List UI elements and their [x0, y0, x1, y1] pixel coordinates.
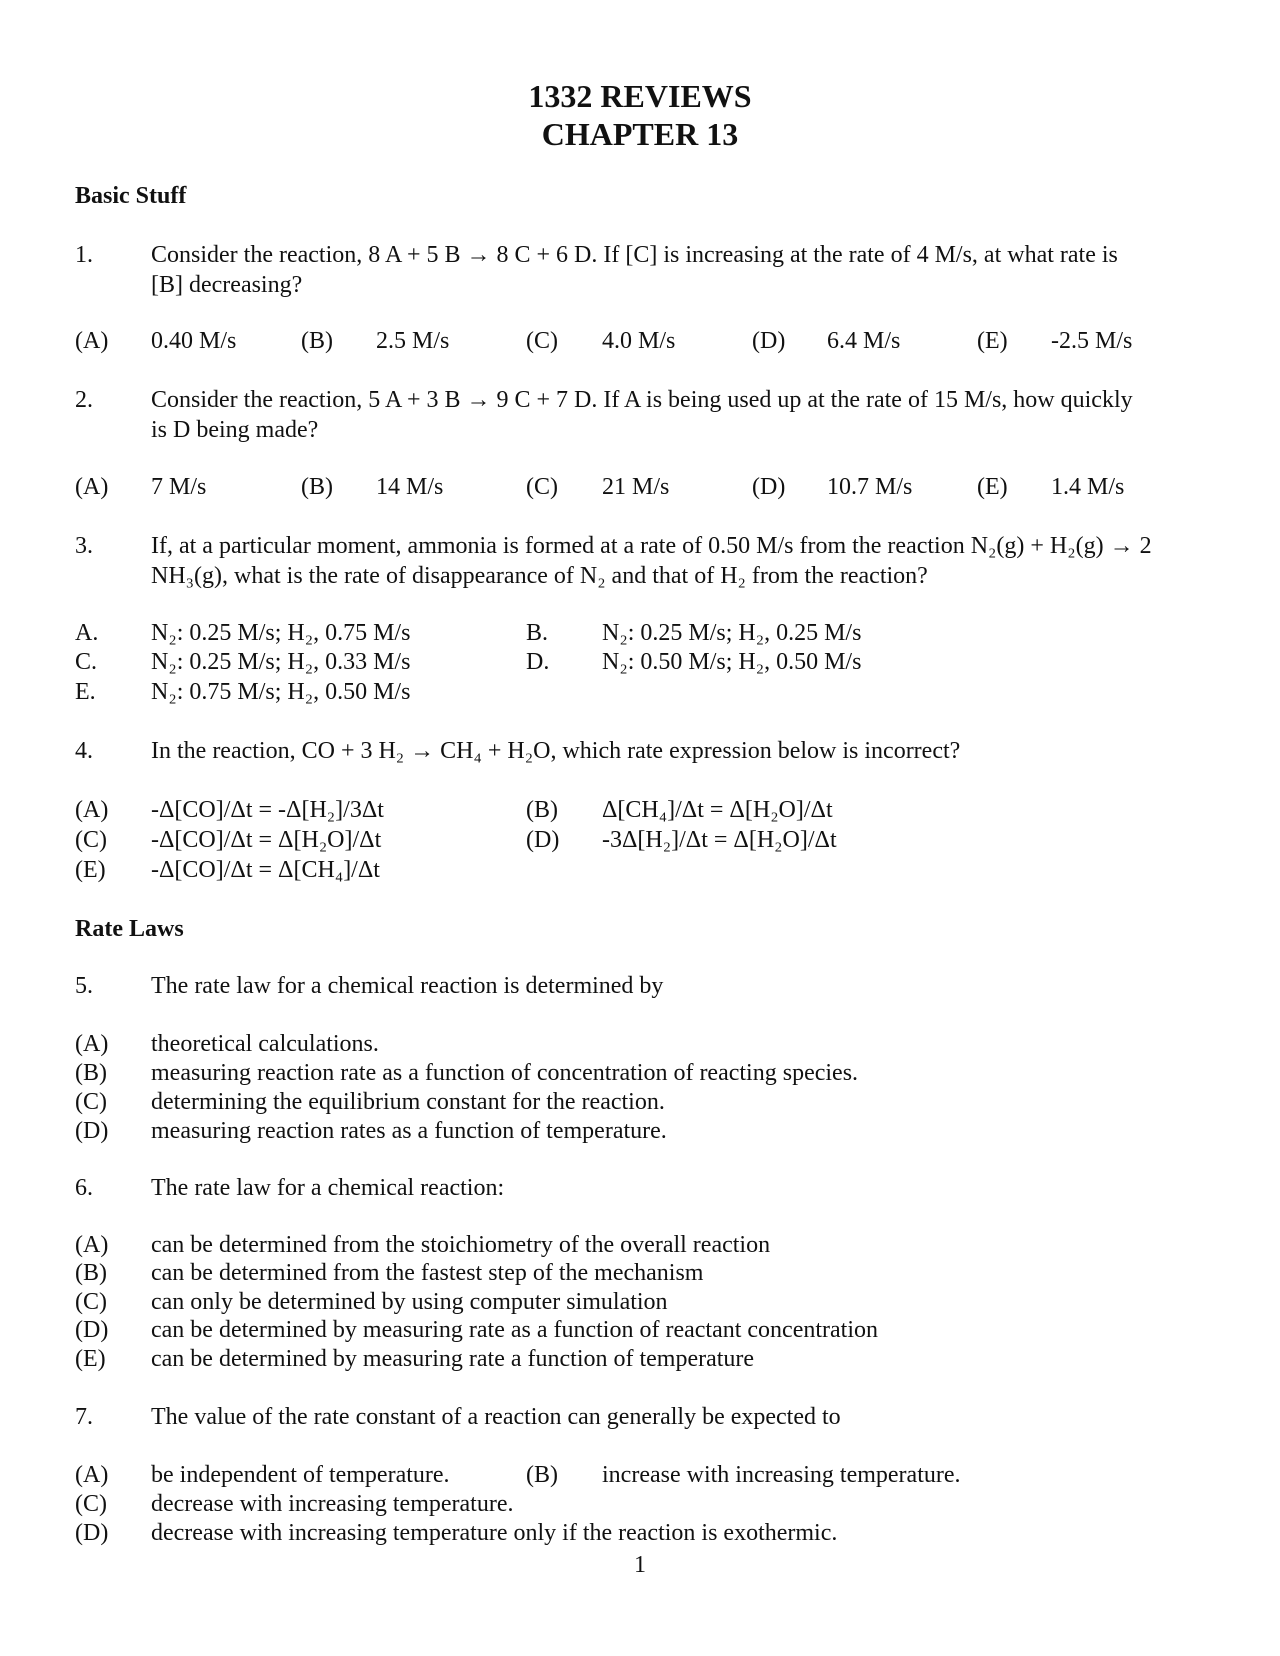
section-heading-basic: Basic Stuff	[75, 183, 187, 209]
choice-text: determining the equilibrium constant for the reaction.	[151, 1089, 665, 1115]
choice-text: -2.5 M/s	[1051, 328, 1133, 354]
choice-text: -Δ[CO]/Δt = Δ[H₂O]/Δt	[151, 827, 382, 853]
choice-text: can be determined from the stoichiometry of the overall reaction	[151, 1232, 771, 1258]
choice-label: (C)	[75, 1089, 107, 1115]
question-number: 5.	[75, 973, 93, 999]
choice-text: 4.0 M/s	[602, 328, 676, 354]
question-number: 7.	[75, 1404, 93, 1430]
question-text: NH₃(g), what is the rate of disappearance of N₂ and that of H₂ from the reaction?	[151, 563, 928, 589]
choice-text: be independent of temperature.	[151, 1462, 450, 1488]
choice-text: N₂: 0.25 M/s; H₂, 0.25 M/s	[602, 620, 862, 646]
choice-text: -Δ[CO]/Δt = Δ[CH₄]/Δt	[151, 857, 380, 883]
choice-text: measuring reaction rates as a function of temperature.	[151, 1118, 667, 1144]
choice-label: (C)	[75, 827, 107, 853]
question-text: Consider the reaction, 5 A + 3 B → 9 C + 7 D. If A is being used up at the rate of 15 M/s, how quickly	[151, 387, 1133, 413]
question-number: 3.	[75, 533, 93, 559]
choice-label: (B)	[301, 474, 333, 500]
question-text: The rate law for a chemical reaction is determined by	[151, 973, 664, 999]
question-text: The value of the rate constant of a reaction can generally be expected to	[151, 1404, 841, 1430]
choice-label: (A)	[75, 1031, 109, 1057]
choice-text: can be determined by measuring rate a function of temperature	[151, 1346, 755, 1372]
choice-text: measuring reaction rate as a function of concentration of reacting species.	[151, 1060, 859, 1086]
choice-text: can only be determined by using computer simulation	[151, 1289, 668, 1315]
choice-text: increase with increasing temperature.	[602, 1462, 961, 1488]
choice-text: 2.5 M/s	[376, 328, 450, 354]
choice-label: (A)	[75, 1462, 109, 1488]
choice-label: (A)	[75, 1232, 109, 1258]
question-text: The rate law for a chemical reaction:	[151, 1175, 505, 1201]
choice-text: 7 M/s	[151, 474, 207, 500]
choice-text: 10.7 M/s	[827, 474, 913, 500]
choice-text: N₂: 0.75 M/s; H₂, 0.50 M/s	[151, 679, 411, 705]
question-number: 6.	[75, 1175, 93, 1201]
question-text: If, at a particular moment, ammonia is formed at a rate of 0.50 M/s from the reaction N₂(g) + H₂(g) → 2	[151, 533, 1152, 559]
choice-label: (E)	[977, 328, 1008, 354]
choice-label: (E)	[75, 1346, 106, 1372]
choice-text: decrease with increasing temperature.	[151, 1491, 514, 1517]
choice-label: (A)	[75, 474, 109, 500]
choice-text: 6.4 M/s	[827, 328, 901, 354]
question-text: In the reaction, CO + 3 H₂ → CH₄ + H₂O, which rate expression below is incorrect?	[151, 738, 961, 764]
question-text: Consider the reaction, 8 A + 5 B → 8 C + 6 D. If [C] is increasing at the rate of 4 M/s, at what rate is	[151, 242, 1118, 268]
page-title: 1332 REVIEWS	[528, 78, 752, 114]
choice-label: (E)	[75, 857, 106, 883]
page-number: 1	[634, 1552, 646, 1578]
choice-text: theoretical calculations.	[151, 1031, 379, 1057]
question-text: is D being made?	[151, 417, 319, 443]
choice-text: N₂: 0.25 M/s; H₂, 0.33 M/s	[151, 649, 411, 675]
choice-text: can be determined from the fastest step of the mechanism	[151, 1260, 704, 1286]
choice-label: (C)	[526, 328, 558, 354]
choice-label: (D)	[75, 1118, 109, 1144]
choice-text: 21 M/s	[602, 474, 670, 500]
question-number: 1.	[75, 242, 93, 268]
choice-label: (A)	[75, 797, 109, 823]
choice-text: N₂: 0.50 M/s; H₂, 0.50 M/s	[602, 649, 862, 675]
section-heading-rate-laws: Rate Laws	[75, 916, 184, 942]
choice-text: decrease with increasing temperature only if the reaction is exothermic.	[151, 1520, 838, 1546]
question-number: 2.	[75, 387, 93, 413]
choice-label: (B)	[75, 1060, 107, 1086]
choice-label: (D)	[752, 474, 786, 500]
choice-text: -Δ[CO]/Δt = -Δ[H₂]/3Δt	[151, 797, 384, 823]
choice-text: can be determined by measuring rate as a function of reactant concentration	[151, 1317, 879, 1343]
choice-label: (D)	[752, 328, 786, 354]
choice-text: 14 M/s	[376, 474, 444, 500]
choice-label: (B)	[526, 1462, 558, 1488]
choice-label: (B)	[301, 328, 333, 354]
choice-text: 0.40 M/s	[151, 328, 237, 354]
choice-label: C.	[75, 649, 98, 675]
choice-label: E.	[75, 679, 96, 705]
choice-label: (A)	[75, 328, 109, 354]
choice-text: -3Δ[H₂]/Δt = Δ[H₂O]/Δt	[602, 827, 837, 853]
choice-text: 1.4 M/s	[1051, 474, 1125, 500]
question-text: [B] decreasing?	[151, 272, 303, 298]
choice-label: (C)	[526, 474, 558, 500]
choice-label: (B)	[75, 1260, 107, 1286]
choice-label: (C)	[75, 1491, 107, 1517]
choice-text: Δ[CH₄]/Δt = Δ[H₂O]/Δt	[602, 797, 833, 823]
choice-label: A.	[75, 620, 99, 646]
choice-label: (D)	[526, 827, 560, 853]
choice-label: B.	[526, 620, 549, 646]
choice-label: (C)	[75, 1289, 107, 1315]
choice-label: D.	[526, 649, 550, 675]
choice-label: (E)	[977, 474, 1008, 500]
question-number: 4.	[75, 738, 93, 764]
choice-text: N₂: 0.25 M/s; H₂, 0.75 M/s	[151, 620, 411, 646]
choice-label: (B)	[526, 797, 558, 823]
choice-label: (D)	[75, 1520, 109, 1546]
choice-label: (D)	[75, 1317, 109, 1343]
chapter-title: CHAPTER 13	[541, 116, 739, 152]
